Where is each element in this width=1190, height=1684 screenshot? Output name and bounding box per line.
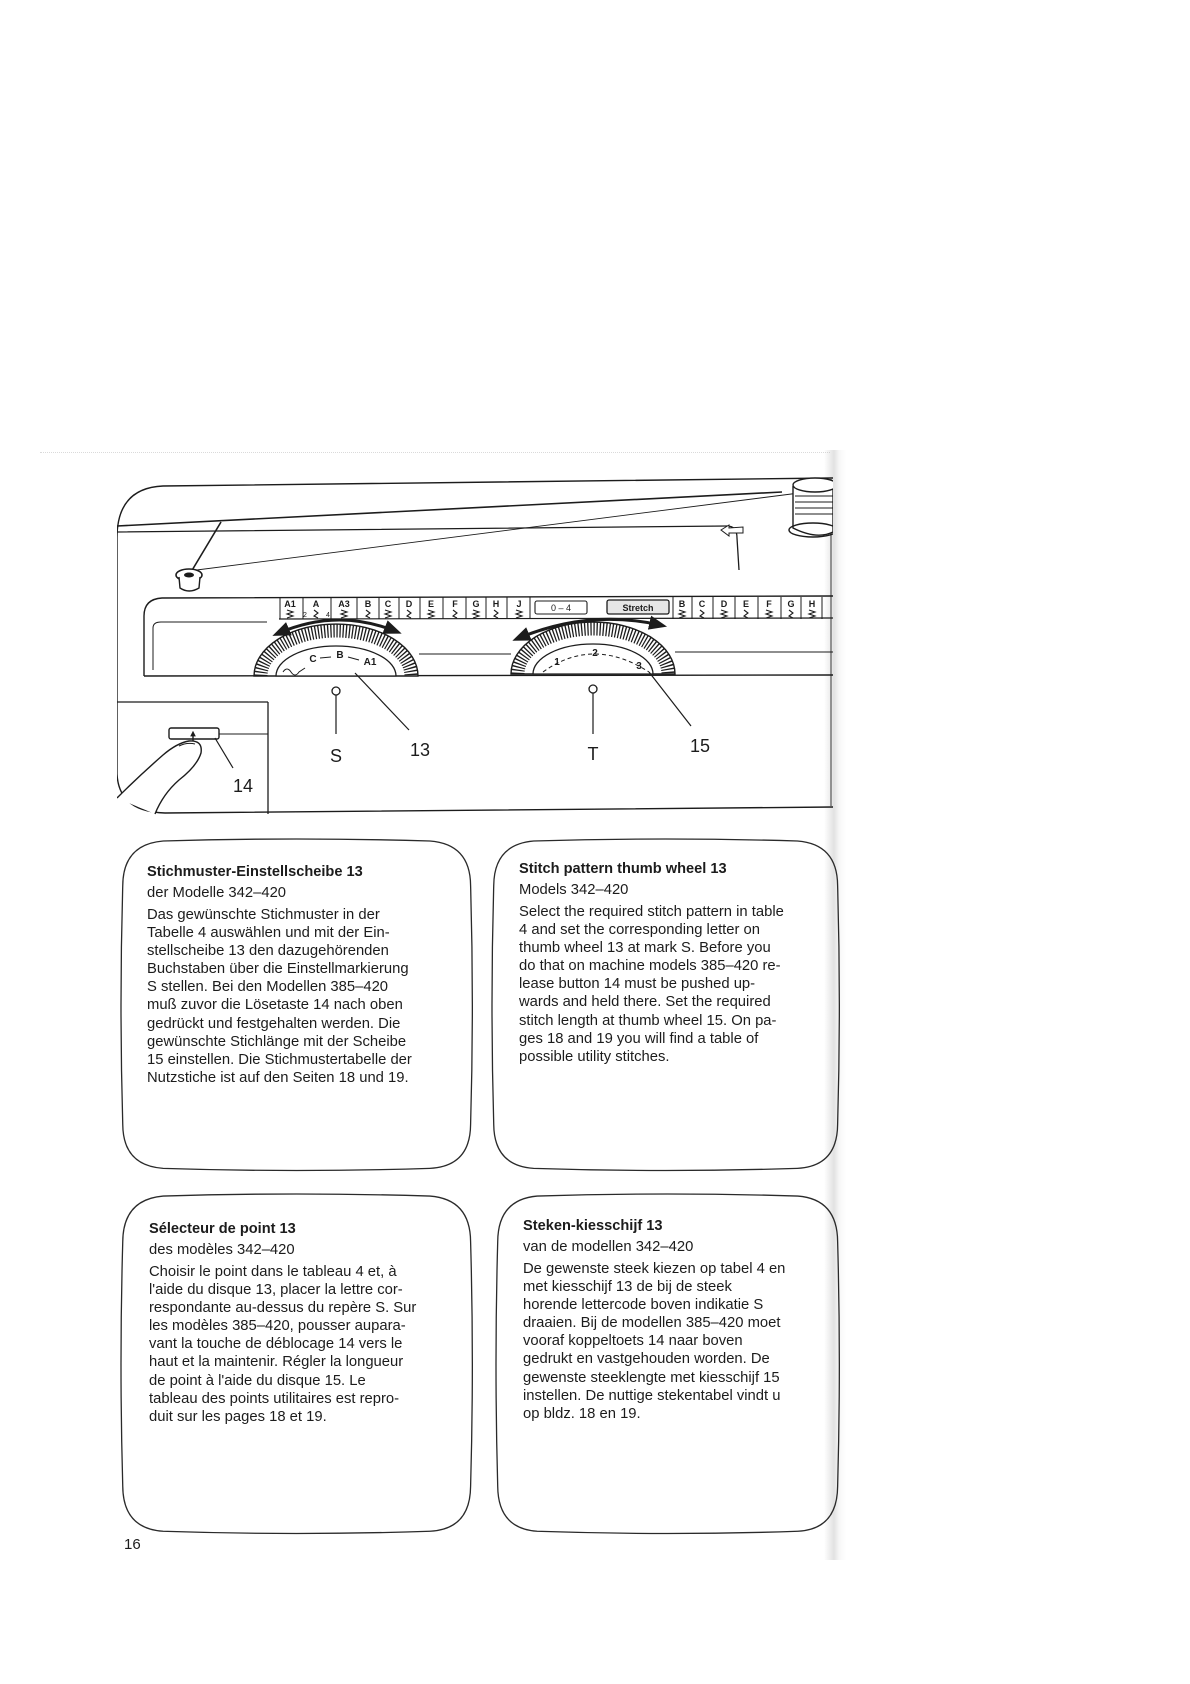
stitch-symbol bbox=[287, 610, 293, 618]
strip-letter: E bbox=[427, 599, 435, 609]
body-line: l'aide du disque 13, placer la lettre cor- bbox=[149, 1282, 403, 1299]
stitch-symbol bbox=[366, 610, 370, 618]
section-dutch bbox=[496, 1194, 839, 1534]
body-line: 15 einstellen. Die Stichmustertabelle der bbox=[147, 1051, 412, 1068]
strip-letter: G bbox=[787, 599, 795, 609]
mark-s-indicator bbox=[332, 687, 340, 695]
body-line: gewenste steeklengte met kiesschijf 15 bbox=[523, 1369, 780, 1386]
body-line: de point à l'aide du disque 15. Le bbox=[149, 1372, 366, 1389]
body-line: De gewenste steek kiezen op tabel 4 en bbox=[523, 1261, 786, 1277]
wheel-13-leader bbox=[355, 673, 409, 730]
section-subheading: des modèles 342–420 bbox=[149, 1242, 295, 1258]
thread-spool bbox=[789, 478, 833, 537]
body-line: met kiesschijf 13 de bij de steek bbox=[523, 1279, 732, 1296]
mark-t-label: T bbox=[587, 744, 599, 764]
body-line: draaien. Bij de modellen 385–420 moet bbox=[523, 1315, 781, 1332]
stitch-symbol bbox=[700, 610, 704, 618]
stitch-symbol bbox=[679, 610, 685, 618]
strip-letter: F bbox=[452, 599, 458, 609]
stitch-symbol bbox=[494, 610, 498, 618]
body-line: possible utility stitches. bbox=[519, 1048, 670, 1065]
thread-line bbox=[181, 492, 807, 572]
stitch-length-dial-15 bbox=[511, 622, 675, 674]
section-french bbox=[121, 1194, 472, 1534]
body-line: wards and held there. Set the required bbox=[519, 994, 771, 1011]
stitch-symbol bbox=[453, 610, 457, 618]
strip-letter: J bbox=[516, 599, 522, 609]
panel-recess bbox=[153, 622, 267, 670]
stitch-symbol bbox=[314, 610, 318, 618]
control-panel-outline bbox=[144, 596, 833, 676]
strip-letter: D bbox=[720, 599, 728, 609]
stitch-symbol bbox=[516, 610, 522, 618]
body-line: Nutzstiche ist auf den Seiten 18 und 19. bbox=[147, 1069, 409, 1086]
scan-artifact-line bbox=[40, 452, 830, 453]
body-line: Choisir le point dans le tableau 4 et, à bbox=[149, 1264, 397, 1280]
stitch-symbol bbox=[789, 610, 793, 618]
dial-13-letter: A1 bbox=[363, 657, 377, 668]
thread-guide-knob bbox=[176, 522, 221, 591]
strip-letter: D bbox=[405, 599, 413, 609]
body-line: lease button 14 must be pushed up- bbox=[519, 976, 756, 993]
machine-arm-edge bbox=[117, 526, 739, 570]
wheel-15-label: 15 bbox=[689, 736, 711, 756]
body-line: Buchstaben über die Einstellmarkierung bbox=[147, 961, 409, 978]
section-heading: Sélecteur de point 13 bbox=[149, 1221, 296, 1237]
mark-t-indicator bbox=[589, 685, 597, 693]
body-line: respondante au-dessus du repère S. Sur bbox=[149, 1300, 417, 1317]
machine-arm-line bbox=[117, 492, 782, 526]
body-line: stitch length at thumb wheel 15. On pa- bbox=[519, 1012, 777, 1029]
button-14-leader bbox=[215, 738, 233, 768]
body-line: tableau des points utilitaires est repro- bbox=[149, 1390, 400, 1407]
release-button-14 bbox=[169, 728, 219, 739]
body-line: S stellen. Bei den Modellen 385–420 bbox=[147, 979, 389, 996]
body-line: gewünschte Stichlänge mit der Scheibe bbox=[147, 1033, 407, 1050]
stitch-symbol bbox=[744, 610, 748, 618]
section-heading: Stichmuster-Einstellscheibe 13 bbox=[147, 864, 363, 880]
body-line: duit sur les pages 18 et 19. bbox=[149, 1408, 327, 1425]
stitch-symbol bbox=[473, 610, 479, 618]
strip-letter: B bbox=[364, 599, 372, 609]
body-line: ges 18 and 19 you will find a table of bbox=[519, 1030, 759, 1047]
finger-icon bbox=[117, 741, 201, 814]
section-subheading: van de modellen 342–420 bbox=[523, 1239, 694, 1255]
pattern-strip bbox=[279, 597, 833, 619]
stitch-symbol bbox=[341, 610, 347, 618]
wheel-13-label: 13 bbox=[409, 740, 431, 760]
stitch-symbol bbox=[809, 610, 815, 618]
wheel-15-leader bbox=[649, 672, 691, 726]
strip-letter: F bbox=[766, 599, 772, 609]
strip-letter: G bbox=[472, 599, 480, 609]
body-line: gedrückt und festgehalten werden. Die bbox=[147, 1015, 401, 1032]
strip-letter: C bbox=[384, 599, 392, 609]
stitch-symbol bbox=[766, 610, 772, 618]
section-heading: Steken-kiesschijf 13 bbox=[523, 1218, 663, 1234]
section-subheading: Models 342–420 bbox=[519, 882, 629, 898]
stretch-box-label: Stretch bbox=[622, 603, 654, 613]
stitch-symbol bbox=[385, 610, 391, 618]
mark-s-label: S bbox=[329, 746, 343, 766]
range-box-label: 0 – 4 bbox=[550, 603, 572, 613]
body-line: gedrukt en vastgehouden worden. De bbox=[523, 1351, 770, 1368]
strip-letter: A1 bbox=[284, 599, 296, 609]
strip-letter: C bbox=[698, 599, 706, 609]
button-14-label: 14 bbox=[232, 776, 254, 796]
stitch-symbol bbox=[721, 610, 727, 618]
strip-letter: B bbox=[678, 599, 686, 609]
dial-15-number: 1 bbox=[554, 657, 560, 668]
section-subheading: der Modelle 342–420 bbox=[147, 885, 287, 901]
strip-small-mark: 2 bbox=[303, 612, 307, 619]
dial-13-letter: B bbox=[336, 650, 344, 661]
strip-letter: H bbox=[808, 599, 816, 609]
strip-letter: E bbox=[742, 599, 750, 609]
body-line: do that on machine models 385–420 re- bbox=[519, 958, 781, 975]
body-line: vant la touche de déblocage 14 vers le bbox=[149, 1336, 403, 1353]
body-line: haut et la maintenir. Régler la longueur bbox=[149, 1354, 404, 1371]
strip-letter: A bbox=[312, 599, 320, 609]
body-line: thumb wheel 13 at mark S. Before you bbox=[519, 940, 771, 957]
body-line: vooraf koppeltoets 14 naar boven bbox=[523, 1333, 743, 1350]
dial-13-letter: C bbox=[309, 654, 317, 665]
section-heading: Stitch pattern thumb wheel 13 bbox=[519, 861, 727, 877]
body-line: op bldz. 18 en 19. bbox=[523, 1405, 641, 1422]
body-line: Tabelle 4 auswählen und mit der Ein- bbox=[147, 925, 390, 942]
body-line: 4 and set the corresponding letter on bbox=[519, 922, 761, 939]
sewing-machine-control-illustration bbox=[117, 476, 833, 816]
stitch-symbol bbox=[428, 610, 434, 618]
section-english bbox=[492, 839, 839, 1171]
page-number: 16 bbox=[124, 1536, 141, 1553]
body-line: muß zuvor die Lösetaste 14 nach oben bbox=[147, 997, 403, 1014]
body-line: horende lettercode boven indikatie S bbox=[523, 1297, 764, 1314]
stitch-symbol bbox=[407, 610, 411, 618]
strip-letter: A3 bbox=[338, 599, 350, 609]
strip-letter: H bbox=[492, 599, 500, 609]
body-line: Das gewünschte Stichmuster in der bbox=[147, 907, 380, 923]
body-line: instellen. De nuttige stekentabel vindt u bbox=[523, 1387, 781, 1404]
section-german bbox=[121, 839, 472, 1171]
panel-bottom-edge bbox=[144, 675, 833, 676]
body-line: stellscheibe 13 den dazugehörenden bbox=[147, 943, 389, 960]
dial-15-number: 2 bbox=[592, 648, 598, 659]
body-line: les modèles 385–420, pousser aupara- bbox=[149, 1318, 406, 1335]
body-line: Select the required stitch pattern in table bbox=[519, 904, 784, 920]
strip-small-mark: 4 bbox=[326, 612, 330, 619]
dial-15-number: 3 bbox=[636, 661, 642, 672]
